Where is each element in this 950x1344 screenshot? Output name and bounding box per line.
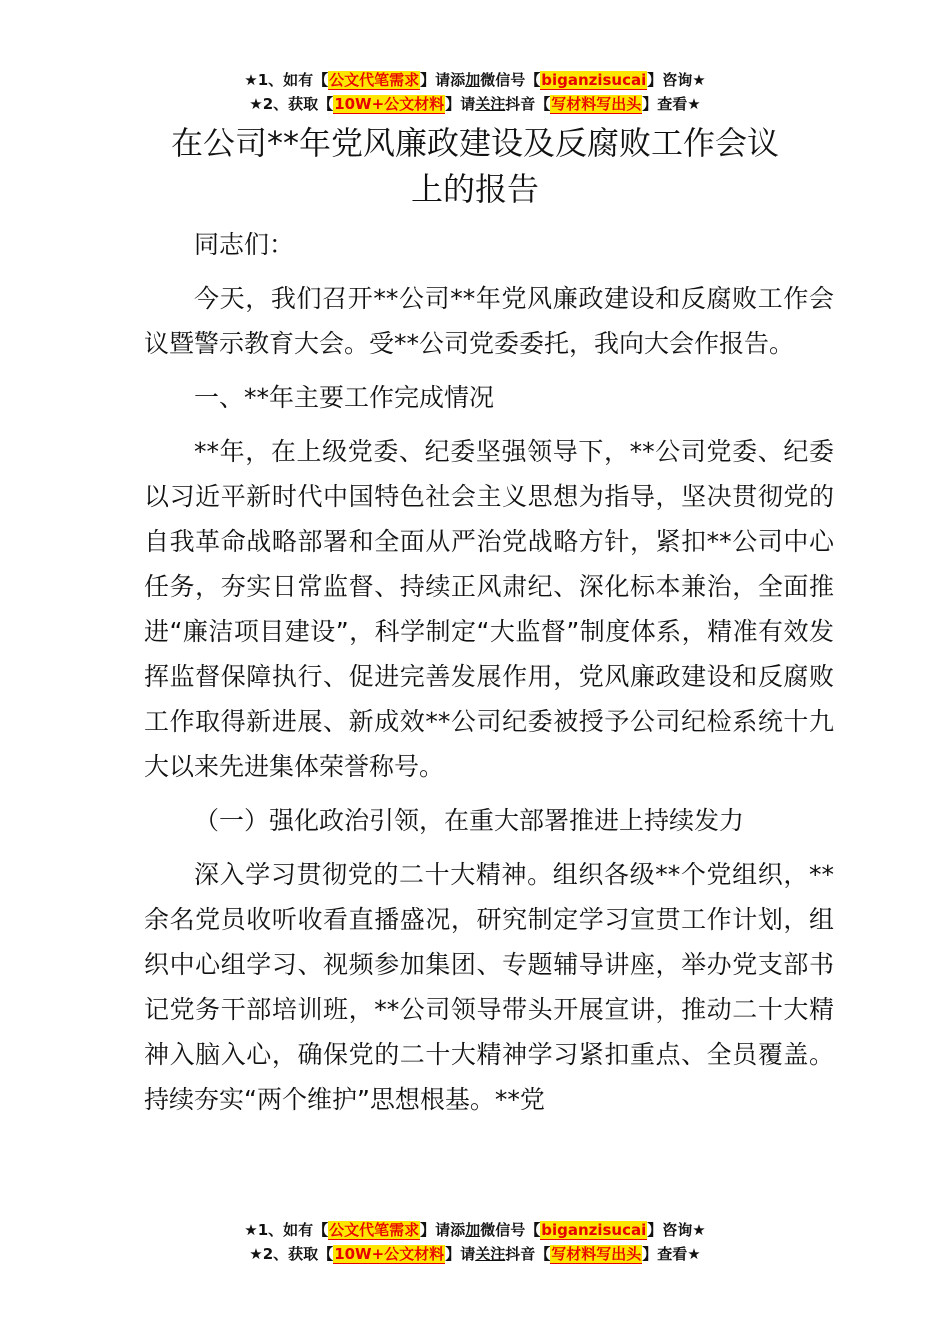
banner-line-1	[0, 68, 950, 92]
banner-text: 】咨询★	[647, 1221, 706, 1239]
title-line: 在公司**年党风廉政建设及反腐败工作会议	[170, 124, 779, 162]
banner-highlight: 10W+公文材料	[334, 1245, 445, 1263]
title-line: 上的报告	[410, 170, 539, 208]
banner-underlined-text: 关注	[475, 95, 506, 113]
section-heading: 一、**年主要工作完成情况	[194, 383, 495, 412]
paragraph: **年，在上级党委、纪委坚强领导下，**公司党委、纪委以习近平新时代中国特色社会主义思想为指导，坚决贯彻党的自我革命战略部署和全面从严治党战略方针，紧扣**公司中心任务，夯实日常监督、持续正风肃纪、深化标本兼治，全面推进“廉洁项目建设”，科学制定“大监督”制度体系，精准有效发挥监督保障执行、促进完善发展作用，党风廉政建设和反腐败工作取得新进展、新成效**公司纪委被授予公司纪检系统十九大以来先进集体荣誉称号。	[144, 437, 834, 781]
banner-text: 】咨询★	[647, 71, 706, 89]
top-banner	[0, 68, 950, 116]
banner-underlined-text: 关注	[475, 1245, 506, 1263]
banner-underlined-text: 加	[465, 1221, 481, 1239]
document-title	[120, 120, 830, 212]
banner-highlight: 公文代笔需求	[329, 1221, 420, 1239]
subsection-heading: （一）强化政治引领，在重大部署推进上持续发力	[194, 806, 745, 835]
banner-text: 】请添	[420, 1221, 466, 1239]
banner-text: 】请添	[420, 71, 466, 89]
banner-text: 】查看★	[642, 95, 701, 113]
document-body	[144, 222, 834, 1122]
banner-text: 抖音【	[505, 1245, 551, 1263]
banner-underlined-text: 加	[465, 71, 481, 89]
banner-text: ★1、如有【	[244, 1221, 329, 1239]
banner-text: 】请	[445, 1245, 476, 1263]
banner-text: 】请	[445, 95, 476, 113]
banner-highlight: 写材料写出头	[551, 1245, 642, 1263]
bottom-banner	[0, 1218, 950, 1266]
banner-highlight: biganzisucai	[541, 71, 647, 89]
paragraph: 深入学习贯彻党的二十大精神。组织各级**个党组织，**余名党员收听收看直播盛况，研究制定学习宣贯工作计划，组织中心组学习、视频参加集团、专题辅导讲座，举办党支部书记党务干部培训班，**公司领导带头开展宣讲，推动二十大精神入脑入心，确保党的二十大精神学习紧扣重点、全员覆盖。持续夯实“两个维护”思想根基。**党	[144, 860, 834, 1114]
banner-text: ★2、获取【	[249, 1245, 334, 1263]
banner-text: 】查看★	[642, 1245, 701, 1263]
banner-line-2	[0, 92, 950, 116]
salutation: 同志们：	[194, 230, 295, 259]
banner-text: ★1、如有【	[244, 71, 329, 89]
banner-highlight: 10W+公文材料	[334, 95, 445, 113]
banner-line-1	[0, 1218, 950, 1242]
banner-text: 微信号【	[480, 1221, 541, 1239]
banner-text: ★2、获取【	[249, 95, 334, 113]
banner-text: 抖音【	[505, 95, 551, 113]
banner-highlight: biganzisucai	[541, 1221, 647, 1239]
banner-highlight: 写材料写出头	[551, 95, 642, 113]
banner-highlight: 公文代笔需求	[329, 71, 420, 89]
banner-line-2	[0, 1242, 950, 1266]
paragraph: 今天，我们召开**公司**年党风廉政建设和反腐败工作会议暨警示教育大会。受**公司党委委托，我向大会作报告。	[144, 284, 834, 358]
banner-text: 微信号【	[480, 71, 541, 89]
